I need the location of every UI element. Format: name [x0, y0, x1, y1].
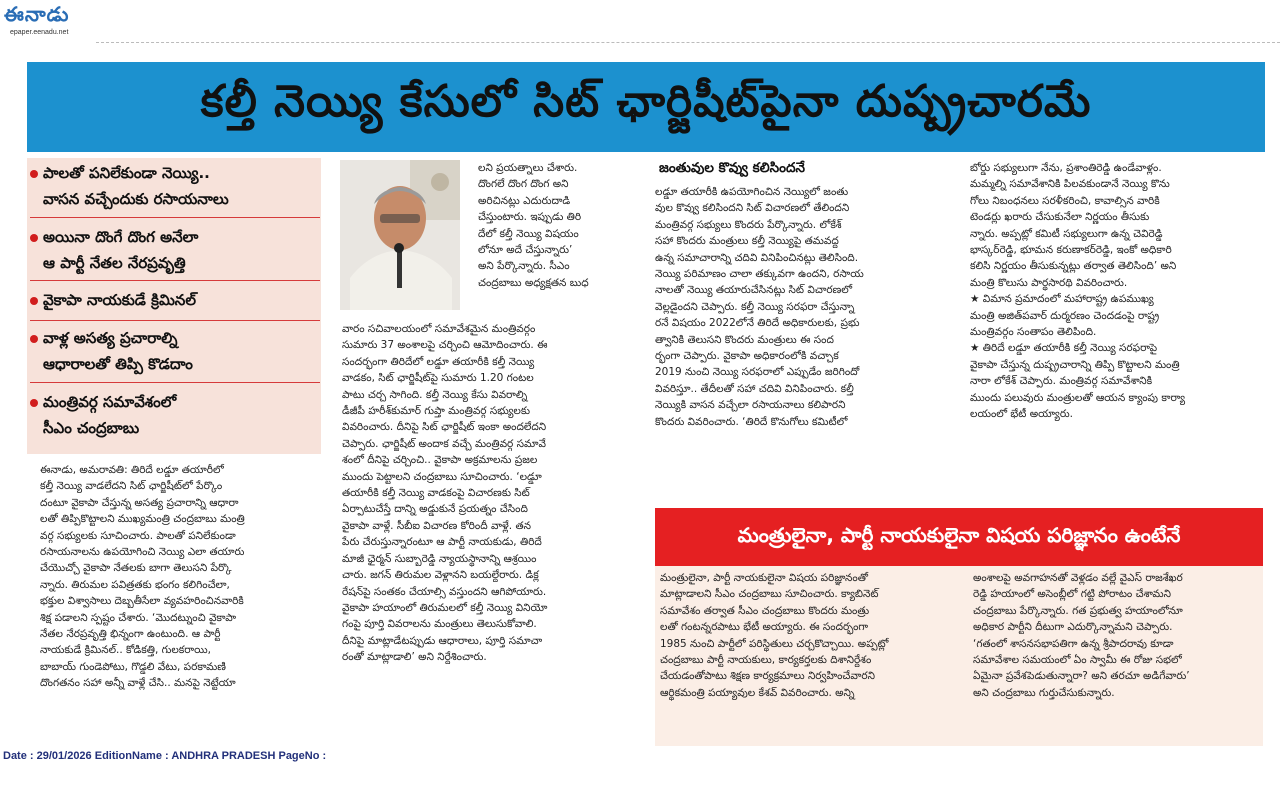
- text-line: మంత్రి కొలుసు పార్థసారథి వివరించారు.: [970, 276, 1128, 289]
- text-line: కొందరు వివరించారు. ‘తిరిదే కొనుగోలు కమిటీలో: [655, 415, 848, 428]
- text-line: వైకాపా హయాంలో తిరుమలలో కల్తీ నెయ్యి వినియో: [342, 601, 548, 614]
- text-line: మంత్రివర్గం సంతాపం తెలిపింది.: [970, 326, 1097, 339]
- text-line: రేషన్‌పై సంతకం చేయాల్సి వస్తుందని ఆగిపోయారు.: [342, 585, 547, 598]
- highlight-line: మంత్రివర్గ సమావేశంలో: [43, 393, 177, 411]
- highlight-divider: [30, 280, 320, 281]
- text-line: లోనూ అదే చేస్తున్నారు’: [478, 244, 573, 257]
- logo-text: ఈనాడు: [4, 2, 70, 26]
- highlight-line: వైకాపా నాయకుడే క్రిమినల్: [43, 291, 196, 309]
- article-column-2: [342, 321, 634, 666]
- text-line: ‘గతంలో శాసనసభాపతిగా ఉన్న శ్రీపాదరావు కూడా: [973, 637, 1174, 650]
- article-column-3: [655, 184, 957, 430]
- text-line: ఉన్న సమాచారాన్ని చదివి వినిపించినట్లు తెలిసింది.: [655, 251, 859, 264]
- text-line: వాడకం, సిట్ ఛార్జిషీట్‌పై సుమారు 1.20 గంటల: [342, 372, 534, 385]
- logo-url: epaper.eenadu.net: [10, 29, 69, 36]
- highlight-line: వాసన వచ్చేందుకు రసాయనాలు: [43, 190, 229, 208]
- text-line: శంలో దీనిపై చర్చించి.. వైకాపా అక్రమాలను ప్రజల: [342, 454, 538, 467]
- article-column-4: [970, 160, 1265, 423]
- text-line: లతో గంటన్నరపాటు భేటీ అయ్యారు. ఈ సందర్భంగా: [660, 621, 869, 634]
- text-line: అరిచినట్లు ఎదురుదాడి: [478, 194, 571, 207]
- edition-footer: Date : 29/01/2026 EditionName : ANDHRA PRADESH PageNo :: [3, 750, 327, 762]
- text-line: లని ప్రయత్నాలు చేశారు.: [478, 162, 578, 174]
- text-line: నెయ్యికి వాసన వచ్చేలా రసాయనాలు కలిపారని: [655, 399, 846, 412]
- highlight-item: [35, 287, 315, 313]
- text-line: గోలు నిబంధనలు సరళీకరించి, కావాల్సిన వారికి: [970, 194, 1160, 207]
- text-line: ★ తిరిదే లడ్డూ తయారీకి కల్తీ నెయ్యి సరఫరాపై: [970, 342, 1158, 355]
- text-line: వర్గ సభ్యులకు సూచించారు. పాలతో పనిలేకుండా: [40, 529, 236, 542]
- text-line: మంత్రులైనా, పార్టీ నాయకులైనా విషయ పరిజ్ఞానంతో: [660, 572, 868, 584]
- emblem-icon: [431, 173, 449, 191]
- text-line: ఏర్పాటుచేస్తే దాన్ని అడ్డుకునే ప్రయత్నం చేసింది: [342, 503, 528, 516]
- text-line: దీనిపై మాట్లాడేటప్పుడు ఆధారాలు, పూర్తి సమాచా: [342, 634, 543, 647]
- article-column-1: [40, 462, 328, 692]
- text-line: చెప్పారు. ఛార్జిషీట్ అందాక వచ్చే మంత్రివర్గ సమావే: [342, 437, 546, 450]
- text-line: మాట్లాడాలని సీఎం చంద్రబాబు సూచించారు. క్యాబినెట్: [660, 588, 879, 601]
- highlight-item: [35, 224, 315, 276]
- text-line: లతో తిప్పికొట్టాలని ముఖ్యమంత్రి చంద్రబాబు మంత్రి: [40, 513, 245, 526]
- highlight-line: సీఎం చంద్రబాబు: [43, 419, 140, 437]
- text-line: గంపై పూర్తి వివరాలను మంత్రులు తెలుసుకోవాలి.: [342, 618, 537, 631]
- text-line: డీజీపీ హరీశ్‌కుమార్ గుప్తా మంత్రివర్గ సభ్యులకు: [342, 405, 530, 418]
- text-line: ముందు పెట్టాలని చంద్రబాబు సూచించారు. ‘లడ్డూ: [342, 470, 542, 483]
- text-line: నాలతో నెయ్యి తయారుచేసినట్లు సిట్ విచారణలో: [655, 284, 853, 297]
- article-column-2-top: [478, 160, 634, 291]
- text-line: రెడ్డి హయాంలో అసెంబ్లీలో గట్టి పోరాటం చేశామని: [973, 588, 1171, 601]
- text-line: చేస్తుంటారు. ఇప్పుడు తిరి: [478, 211, 582, 224]
- story2-column-2: [973, 570, 1263, 701]
- text-line: భాస్కర్‌రెడ్డి, భూమన కరుణాకర్‌రెడ్డి, ఇంకో అధికారి: [970, 244, 1172, 257]
- text-line: నాయకుడే క్రిమినల్.. కోడికత్తి, గులకరాయి,: [40, 644, 211, 657]
- bullet-icon: [30, 335, 38, 343]
- text-line: ర్భంగా చెప్పారు. వైకాపా అధికారంలోకి వచ్చాక: [655, 350, 839, 363]
- highlight-line: పాలతో పనిలేకుండా నెయ్యి..: [43, 164, 210, 182]
- text-line: న్నారు. అప్పట్లో కమిటీ సభ్యులుగా ఉన్న చెవిరెడ్డి: [970, 227, 1163, 240]
- highlight-line: వాళ్ల అసత్య ప్రచారాల్ని: [43, 329, 178, 347]
- highlight-item: [35, 389, 315, 441]
- text-line: మమ్మల్ని సమావేశానికి పిలవకుండానే నెయ్యి కొను: [970, 178, 1170, 191]
- text-line: దొంగతనం సహా అన్నీ వాళ్లే చేసి.. మనపై నెట్టేయా: [40, 677, 236, 690]
- text-line: త్వానికి తెలుసని కొందరు మంత్రులు ఈ సంద: [655, 333, 834, 346]
- text-line: రసాయనాలను ఉపయోగించి నెయ్యి ఎలా తయారు: [40, 546, 245, 559]
- text-line: న్నారు. తిరుమల పవిత్రతకు భంగం కలిగించేలా,: [40, 578, 230, 591]
- main-headline: కల్తీ నెయ్యి కేసులో సిట్ ఛార్జిషీట్‌పైనా దుష్ప్రచారమే: [200, 76, 1092, 127]
- highlight-line: ఆధారాలతో తిప్పి కొడదాం: [43, 355, 193, 373]
- text-line: సహా కొందరు మంత్రులు కల్తీ నెయ్యిపై తమవద్ద: [655, 235, 839, 248]
- text-line: తయారీకి కల్తీ నెయ్యి వాడకంపై విచారణకు సిట్: [342, 487, 530, 500]
- text-line: టెండర్లు ఖరారు చేసుకునేలా నిర్ణయం తీసుకు: [970, 211, 1150, 224]
- text-line: లడ్డూ తయారీకి ఉపయోగించిన నెయ్యిలో జంతు: [655, 186, 849, 198]
- text-line: అని పేర్కొన్నారు. సీఎం: [478, 260, 570, 273]
- text-line: అని చంద్రబాబు గుర్తుచేసుకున్నారు.: [973, 686, 1115, 699]
- text-line: మాజీ ఛైర్మన్ సుబ్బారెడ్డి న్యాయస్థానాన్ని ఆశ్రయిం: [342, 552, 537, 565]
- text-line: చంద్రబాబు పార్టీ నాయకులు, కార్యకర్తలకు దిశానిర్దేశం: [660, 654, 872, 667]
- subheading-animal-fat: జంతువుల కొవ్వు కలిసిందనే: [659, 160, 805, 176]
- text-line: లయంలో భేటీ అయ్యారు.: [970, 408, 1074, 421]
- highlight-divider: [30, 320, 320, 321]
- eenadu-logo[interactable]: [4, 2, 94, 36]
- text-line: శిక్ష పడాలని స్పష్టం చేశారు. ‘మొదట్నుంచి వైకాపా: [40, 611, 237, 624]
- text-line: 2019 నుంచి నెయ్యి సరఫరాలో ఎప్పుడేం జరిగిందో: [655, 366, 860, 379]
- text-line: మంత్రి అజిత్‌పవార్ దుర్మరణం చెందడంపై రాష్ట్ర: [970, 309, 1160, 322]
- text-line: చేయొచ్చో వైకాపా నేతలకు బాగా తెలుసని పేర్కొ: [40, 562, 232, 575]
- text-line: వివరించారు. దీనిపై సిట్ ఛార్జిషీట్ ఇంకా అందలేదని: [342, 421, 547, 434]
- highlight-line: అయినా దొంగే దొంగ అనేలా: [43, 228, 199, 246]
- text-line: నేతల నేరప్రవృత్తి భిన్నంగా ఉంటుంది. ఆ పార్టీ: [40, 628, 221, 641]
- text-line: అధికార పార్టీని దీటుగా ఎదుర్కొన్నామని చెప్పారు.: [973, 621, 1173, 634]
- text-line: మంత్రివర్గ సభ్యులు కొందరు పేర్కొన్నారు. లోకేశ్: [655, 218, 842, 231]
- second-headline: మంత్రులైనా, పార్టీ నాయకులైనా విషయ పరిజ్ఞానం ఉంటేనే: [737, 522, 1181, 547]
- text-line: దేలో కల్తీ నెయ్యి విషయం: [478, 227, 579, 240]
- bullet-icon: [30, 297, 38, 305]
- text-line: కలిసి నిర్ణయం తీసుకున్నట్లు తర్వాత తెలిసింది’ అని: [970, 260, 1177, 273]
- text-line: ★ విమాన ప్రమాదంలో మహారాష్ట్ర ఉపముఖ్య: [970, 293, 1154, 306]
- text-line: సుమారు 37 అంశాలపై చర్చించి ఆమోదించారు. ఈ: [342, 339, 548, 352]
- text-line: సమావేశం తర్వాత సీఎం చంద్రబాబు కొందరు మంత్రు: [660, 604, 870, 617]
- text-line: సందర్భంగా తిరిదేలో లడ్డూ తయారీకి కల్తీ నెయ్యి: [342, 355, 535, 368]
- text-line: బాబాయ్ గుండెపోటు, గొడ్డలి వేటు, పరకామణి: [40, 660, 226, 673]
- text-line: అంశాలపై అవగాహనతో వెళ్లడం వల్లే వైఎస్ రాజశేఖర: [973, 572, 1183, 584]
- highlight-line: ఆ పార్టీ నేతల నేరప్రవృత్తి: [43, 254, 186, 272]
- text-line: దంటూ వైకాపా చేస్తున్న అసత్య ప్రచారాన్ని ఆధారా: [40, 496, 239, 509]
- text-line: సమావేశాల సమయంలో ఏం స్వామీ ఈ రోజు సభలో: [973, 654, 1182, 667]
- text-line: వారం సచివాలయంలో సమావేశమైన మంత్రివర్గం: [342, 323, 536, 335]
- text-line: ఈనాడు, అమరావతి: తిరిదే లడ్డూ తయారీలో: [40, 464, 224, 476]
- text-line: నారా లోకేశ్ చెప్పారు. మంత్రివర్గ సమావేశానికి: [970, 375, 1153, 388]
- top-divider: [96, 42, 1280, 43]
- text-line: చేయడంతోపాటు శిక్షణ కార్యక్రమాలు నిర్వహించేవారని: [660, 670, 875, 683]
- text-line: ఏమైనా ప్రవేశపెడుతున్నారా? అని తరచూ అడిగేవారు’: [973, 670, 1190, 683]
- text-line: వైకాపా చేస్తున్న దుష్ప్రచారాన్ని తిప్పి కొట్టాలని మంత్రి: [970, 358, 1180, 371]
- text-line: వుల కొవ్వు కలిసిందని సిట్ విచారణలో తేలిందని: [655, 202, 850, 215]
- text-line: చంద్రబాబు పేర్కొన్నారు. గత ప్రభుత్వ హయాంలోనూ: [973, 604, 1183, 617]
- highlight-item: [35, 325, 315, 377]
- text-line: భక్తుల విశ్వాసాలు దెబ్బతీసేలా వ్యవహరించినవారికి: [40, 595, 244, 608]
- text-line: రంతో మాట్లాడాలి’ అని నిర్దేశించారు.: [342, 651, 487, 664]
- bullet-icon: [30, 170, 38, 178]
- text-line: నెయ్యి పరిమాణం చాలా తక్కువగా ఉందని, రసాయ: [655, 268, 864, 281]
- text-line: కల్తీ నెయ్యి వాడలేదని సిట్ ఛార్జిషీట్‌లో పేర్కొం: [40, 480, 223, 493]
- text-line: వైకాపా వాళ్లే. సీబీఐ విచారణ కోరిందీ వాళ్లే. తన: [342, 519, 531, 532]
- text-line: ఆర్థికమంత్రి పయ్యావుల కేశవ్ వివరించారు. అన్ని: [660, 686, 855, 699]
- highlight-divider: [30, 382, 320, 383]
- highlight-item: [35, 160, 315, 212]
- highlight-divider: [30, 217, 320, 218]
- bullet-icon: [30, 234, 38, 242]
- text-line: వివరిస్తూ.. తేదీలతో సహా చదివి వినిపించారు. కల్తీ: [655, 382, 854, 395]
- text-line: రనే విషయం 2022లోనే తిరిదే అధికారులకు, ప్రభు: [655, 317, 860, 330]
- text-line: చారు. జగన్ తిరుమల వెళ్లానని బయల్దేరారు. డిక్ల: [342, 569, 539, 582]
- text-line: వెల్లడైందని చెప్పారు. కల్తీ నెయ్యి సరఫరా చేస్తున్నా: [655, 300, 855, 313]
- bullet-icon: [30, 399, 38, 407]
- cm-photo: [340, 160, 460, 310]
- text-line: బోర్డు సభ్యులుగా నేను, ప్రశాంతిరెడ్డి ఉండేవాళ్లం.: [970, 162, 1162, 174]
- story2-column-1: [660, 570, 950, 701]
- text-line: చంద్రబాబు అధ్యక్షతన బుధ: [478, 276, 589, 289]
- text-line: ముందు పలువురు మంత్రులతో ఆయన క్యాంపు కార్యా: [970, 391, 1186, 404]
- text-line: 1985 నుంచి పార్టీలో పరిస్థితులు చర్చకొచ్చాయి. అప్పట్లో: [660, 637, 889, 650]
- text-line: పేరు చేరుస్తున్నారంటూ ఆ పార్టీ నాయకుడు, తిరిదే: [342, 536, 542, 549]
- text-line: దొంగలే దొంగ దొంగ అని: [478, 178, 569, 191]
- text-line: పాటు చర్చ సాగింది. కల్తీ నెయ్యి కేసు వివరాల్ని: [342, 388, 528, 401]
